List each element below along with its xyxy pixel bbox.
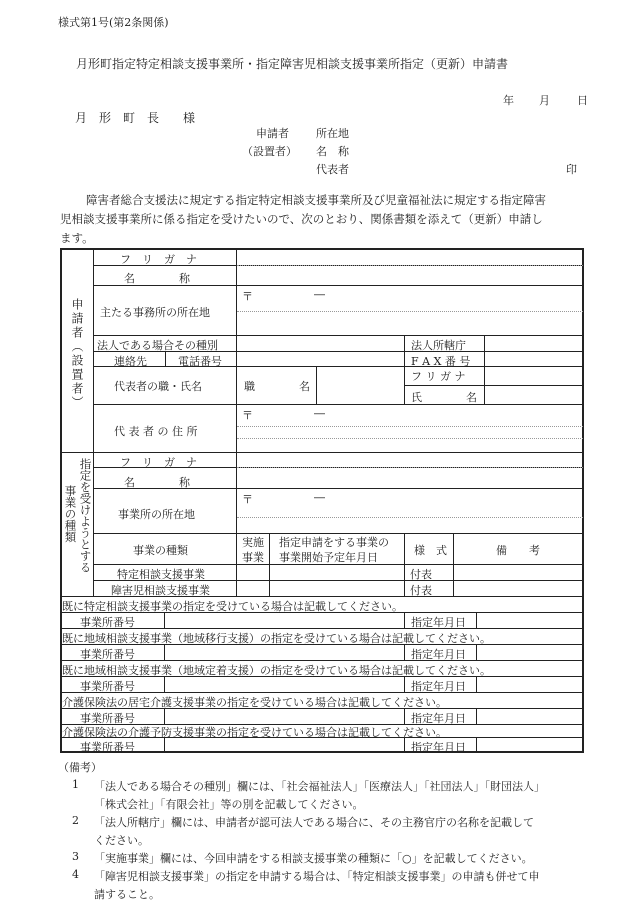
existing-note-3: 既に地域相談支援事業（地域定着支援）の指定を受けている場合は記載してください。 [62,664,491,677]
note-2-line-1: 「法人所轄庁」欄には、申請者が認可法人である場合に、その主務官庁の名称を記載して [94,816,534,829]
note-number-3: 3 [72,850,79,863]
note-1-line-2: 「株式会社」「有限会社」等の別を記載してください。 [94,798,364,811]
applicant-address-label: 所在地 [316,127,349,140]
date-day: 日 [577,94,588,107]
addressee: 月 形 町 長 様 [75,111,196,125]
start-date-header-2: 事業開始予定年月日 [279,551,378,564]
business-type-header: 事業の種類 [133,544,188,557]
implementation-header-1: 実施 [242,536,264,549]
notes-title: （備考） [58,761,102,774]
note-number-4: 4 [72,868,79,881]
note-4-line-1: 「障害児相談支援事業」の指定を申請する場合は、「特定相談支援事業」の申請も併せて申 [94,870,540,883]
page-title: 月形町指定特定相談支援事業所・指定障害児相談支援事業所指定（更新）申請書 [76,57,509,71]
main-office-label: 主たる事務所の所在地 [100,306,210,319]
note-1-line-1: 「法人である場合その種別」欄には、「社会福祉法人」「医療法人」「社団法人」「財団法人」 [94,780,545,793]
applicant-label: 申請者 [256,127,289,140]
form-row-1: 付表 [410,568,432,581]
corp-type-label: 法人である場合その種別 [97,339,218,352]
form-header: 様 式 [414,544,447,557]
existing-date-label-3: 指定年月日 [411,680,466,693]
postal-dash-2: ― [314,407,325,420]
office-address-label: 事業所の所在地 [118,508,195,521]
section-applicant-label: 申請者（設置者） [70,298,84,410]
remarks-header: 備 考 [496,544,540,557]
existing-num-label-5: 事業所番号 [80,741,135,754]
existing-date-label-2: 指定年月日 [411,648,466,661]
postal-mark-1: 〒 [242,290,253,303]
postal-mark-2: 〒 [242,409,253,422]
existing-num-label-2: 事業所番号 [80,648,135,661]
rep-name-label: 氏 名 [411,391,477,404]
postal-mark-3: 〒 [242,493,253,506]
applicant-rep-label: 代表者 [316,163,349,176]
corp-jurisdiction-label: 法人所轄庁 [411,339,466,352]
intro-line-3: ます。 [60,231,94,245]
start-date-header-1: 指定申請をする事業の [279,536,389,549]
existing-note-2: 既に地域相談支援事業（地域移行支援）の指定を受けている場合は記載してください。 [62,632,491,645]
existing-date-label-5: 指定年月日 [411,741,466,754]
business-furigana-label: フ リ ガ ナ [120,456,197,469]
date-year: 年 [503,94,514,107]
note-4-line-2: 請すること。 [94,888,160,901]
existing-note-4: 介護保険法の居宅介護支援事業の指定を受けている場合は記載してください。 [62,696,447,709]
form-row-2: 付表 [410,584,432,597]
existing-date-label-4: 指定年月日 [411,712,466,725]
note-number-1: 1 [72,778,79,791]
existing-date-label-1: 指定年月日 [411,616,466,629]
existing-num-label-4: 事業所番号 [80,712,135,725]
furigana-label: フ リ ガ ナ [120,253,197,266]
business-type-row-1: 特定相談支援事業 [117,568,205,581]
note-2-line-2: ください。 [94,834,149,847]
business-type-row-2: 障害児相談支援事業 [111,584,210,597]
intro-line-1: 障害者総合支援法に規定する指定特定相談支援事業所及び児童福祉法に規定する指定障害 [86,193,546,207]
postal-dash-3: ― [314,491,325,504]
existing-note-5: 介護保険法の介護予防支援事業の指定を受けている場合は記載してください。 [62,726,447,739]
seal-mark: 印 [566,163,577,176]
fax-label: F A X 番 号 [411,355,471,368]
intro-line-2: 児相談支援事業所に係る指定を受けたいので、次のとおり、関係書類を添えて（更新）申請し [60,212,543,226]
implementation-header-2: 事業 [242,551,264,564]
postal-dash-1: ― [314,288,325,301]
phone-label: 電話番号 [178,355,222,368]
form-number: 様式第1号(第2条関係) [58,16,169,29]
section-business-label-b: 事業の種類 [63,485,78,543]
business-name-label: 名 称 [124,476,190,489]
date-month: 月 [539,94,550,107]
rep-title-name-label: 代表者の職・氏名 [114,380,202,393]
applicant-founder-label: （設置者） [242,145,297,158]
note-number-2: 2 [72,814,79,827]
existing-note-1: 既に特定相談支援事業の指定を受けている場合は記載してください。 [62,600,403,613]
existing-num-label-1: 事業所番号 [80,616,135,629]
existing-num-label-3: 事業所番号 [80,680,135,693]
contact-label: 連絡先 [114,355,147,368]
note-3-line-1: 「実施事業」欄には、今回申請をする相談支援事業の種類に「○」を記載してください。 [94,852,533,865]
rep-address-label: 代 表 者 の 住 所 [114,425,198,438]
applicant-name-row-label: 名 称 [124,272,190,285]
applicant-name-label: 名 称 [316,145,349,158]
section-business-label-a: 指定を受けようとする [78,458,93,573]
position-label: 職 名 [244,380,310,393]
rep-furigana-label: フ リ ガ ナ [411,370,466,383]
